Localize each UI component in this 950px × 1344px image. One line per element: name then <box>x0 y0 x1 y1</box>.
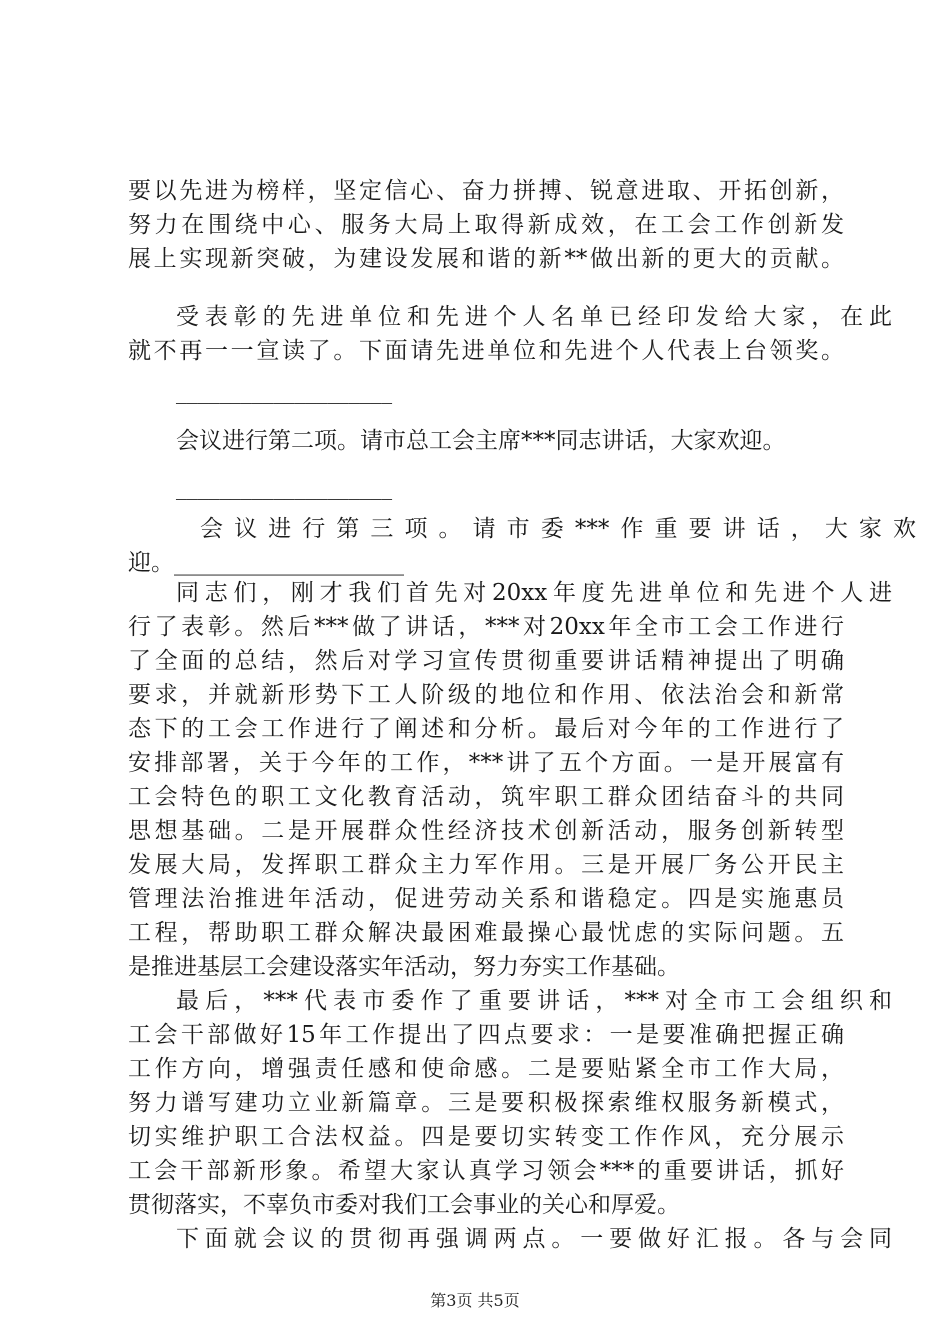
paragraph-1-line-2: 努力在围绕中心、服务大局上取得新成效，在工会工作创新发 <box>128 212 844 238</box>
paragraph-5-line-5: 态下的工会工作进行了阐述和分析。最后对今年的工作进行了 <box>128 716 844 742</box>
paragraph-5-line-3: 了全面的总结，然后对学习宣传贯彻重要讲话精神提出了明确 <box>128 648 844 674</box>
paragraph-6-line-3: 工作方向，增强责任感和使命感。二是要贴紧全市工作大局， <box>128 1056 844 1082</box>
paragraph-6-line-1: 最后，***代表市委作了重要讲话，***对全市工会组织和 <box>176 988 892 1014</box>
paragraph-5-line-2: 行了表彰。然后***做了讲话，***对20xx年全市工会工作进行 <box>128 614 844 640</box>
paragraph-5-line-7: 工会特色的职工文化教育活动，筑牢职工群众团结奋斗的共同 <box>128 784 844 810</box>
separator-line-1: ____________________ <box>176 388 393 408</box>
separator-line-2: ____________________ <box>176 484 393 504</box>
paragraph-6-line-2: 工会干部做好15年工作提出了四点要求：一是要准确把握正确 <box>128 1022 844 1048</box>
paragraph-6-line-5: 切实维护职工合法权益。四是要切实转变工作作风，充分展示 <box>128 1124 844 1150</box>
paragraph-5-line-11: 工程，帮助职工群众解决最困难最操心最忧虑的实际问题。五 <box>128 920 844 946</box>
paragraph-1-line-1: 要以先进为榜样，坚定信心、奋力拼搏、锐意进取、开拓创新， <box>128 178 844 204</box>
paragraph-6-line-4: 努力谱写建功立业新篇章。三是要积极探索维权服务新模式， <box>128 1090 844 1116</box>
paragraph-5-line-9: 发展大局，发挥职工群众主力军作用。三是开展厂务公开民主 <box>128 852 844 878</box>
paragraph-5-line-8: 思想基础。二是开展群众性经济技术创新活动，服务创新转型 <box>128 818 844 844</box>
paragraph-5-line-6: 安排部署，关于今年的工作，***讲了五个方面。一是开展富有 <box>128 750 844 776</box>
paragraph-7-line-1: 下面就会议的贯彻再强调两点。一要做好汇报。各与会同 <box>176 1226 892 1252</box>
paragraph-5-line-12: 是推进基层工会建设落实年活动，努力夯实工作基础。 <box>128 954 680 980</box>
paragraph-2-line-2: 就不再一一宣读了。下面请先进单位和先进个人代表上台领奖。 <box>128 338 844 364</box>
paragraph-1-line-3: 展上实现新突破，为建设发展和谐的新**做出新的更大的贡献。 <box>128 246 844 272</box>
paragraph-2-line-1: 受表彰的先进单位和先进个人名单已经印发给大家，在此 <box>176 304 892 330</box>
paragraph-4-line-1: 会议进行第三项。请市委***作重要讲话，大家欢 <box>200 516 916 542</box>
paragraph-3: 会议进行第二项。请市总工会主席***同志讲话，大家欢迎。 <box>176 428 786 454</box>
paragraph-6-line-7: 贯彻落实，不辜负市委对我们工会事业的关心和厚爱。 <box>128 1192 680 1218</box>
paragraph-5-line-1: 同志们，刚才我们首先对20xx年度先进单位和先进个人进 <box>176 580 892 606</box>
paragraph-6-line-6: 工会干部新形象。希望大家认真学习领会***的重要讲话，抓好 <box>128 1158 844 1184</box>
paragraph-4-line-2: 迎。____________________ <box>128 550 404 576</box>
paragraph-5-line-10: 管理法治推进年活动，促进劳动关系和谐稳定。四是实施惠员 <box>128 886 844 912</box>
paragraph-5-line-4: 要求，并就新形势下工人阶级的地位和作用、依法治会和新常 <box>128 682 844 708</box>
page-footer: 第3页 共5页 <box>430 1291 520 1310</box>
